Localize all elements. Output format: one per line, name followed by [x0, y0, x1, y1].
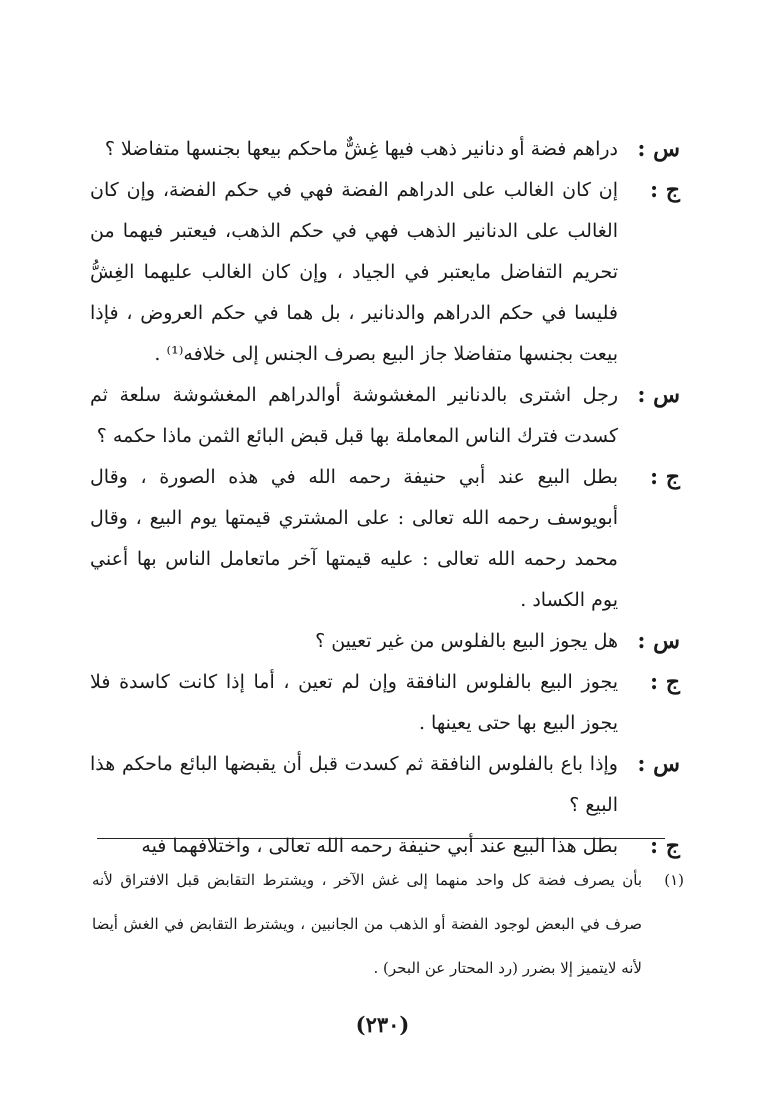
answer-marker: ج :: [650, 464, 680, 490]
answer-2: [90, 457, 680, 621]
question-marker: س :: [637, 382, 680, 408]
answer-text: بطل هذا البيع عند أبي حنيفة رحمه الله تعالى ، واختلافهما فيه: [141, 835, 618, 857]
footnote-divider: [97, 838, 665, 839]
question-4: [90, 744, 680, 826]
question-marker: س :: [637, 751, 680, 777]
footnote-marker: (١): [664, 871, 684, 889]
question-text: دراهم فضة أو دنانير ذهب فيها غِشٌّ ماحكم بيعها بجنسها متفاضلا ؟: [104, 138, 618, 160]
question-marker: س :: [637, 136, 680, 162]
question-3: [90, 621, 680, 662]
answer-marker: ج :: [650, 669, 680, 695]
answer-1: [90, 170, 680, 375]
answer-text: بطل البيع عند أبي حنيفة رحمه الله في هذه الصورة ، وقال أبويوسف رحمه الله تعالى : على المشتري قيمتها يوم البيع ، وقال محمد رحمه الله تعالى : عليه قيمتها آخر ماتعامل الناس بها أعني يوم الكساد .: [90, 466, 618, 611]
footnote-text: بأن يصرف فضة كل واحد منهما إلى غش الآخر ، ويشترط التقابض قبل الافتراق لأنه صرف في البعض لوجود الفضة أو الذهب من الجانبين ، ويشترط التقابض في الغش أيضا لأنه لايتميز إلا بضرر (رد المحتار عن البحر) .: [92, 871, 642, 977]
footnote: [92, 858, 684, 990]
question-text: وإذا باع بالفلوس النافقة ثم كسدت قبل أن يقبضها البائع ماحكم هذا البيع ؟: [90, 753, 618, 816]
question-text: هل يجوز البيع بالفلوس من غير تعيين ؟: [315, 630, 618, 652]
answer-marker: ج :: [650, 177, 680, 203]
answer-marker: ج :: [650, 833, 680, 859]
page-number: (٢٣٠): [355, 1012, 410, 1037]
question-1: [90, 129, 680, 170]
question-marker: س :: [637, 628, 680, 654]
question-2: [90, 375, 680, 457]
question-text: رجل اشترى بالدنانير المغشوشة أوالدراهم المغشوشة سلعة ثم كسدت فترك الناس المعاملة بها قبل قبض البائع الثمن ماذا حكمه ؟: [90, 384, 618, 447]
answer-text: يجوز البيع بالفلوس النافقة وإن لم تعين ، أما إذا كانت كاسدة فلا يجوز البيع بها حتى يعينها .: [90, 671, 618, 734]
qa-entries: [90, 129, 680, 867]
answer-3: [90, 662, 680, 744]
answer-text: إن كان الغالب على الدراهم الفضة فهي في حكم الفضة، وإن كان الغالب على الدنانير الذهب فهي في حكم الذهب، فيعتبر فيهما من تحريم التفاضل مايعتبر في الجياد ، وإن كان الغالب عليهما الغِشُّ فليسا في حكم الدراهم والدنانير ، بل هما في حكم العروض ، فإذا بيعت بجنسها متفاضلا جاز البيع بصرف الجنس إلى خلافه⁽¹⁾ .: [90, 179, 618, 365]
